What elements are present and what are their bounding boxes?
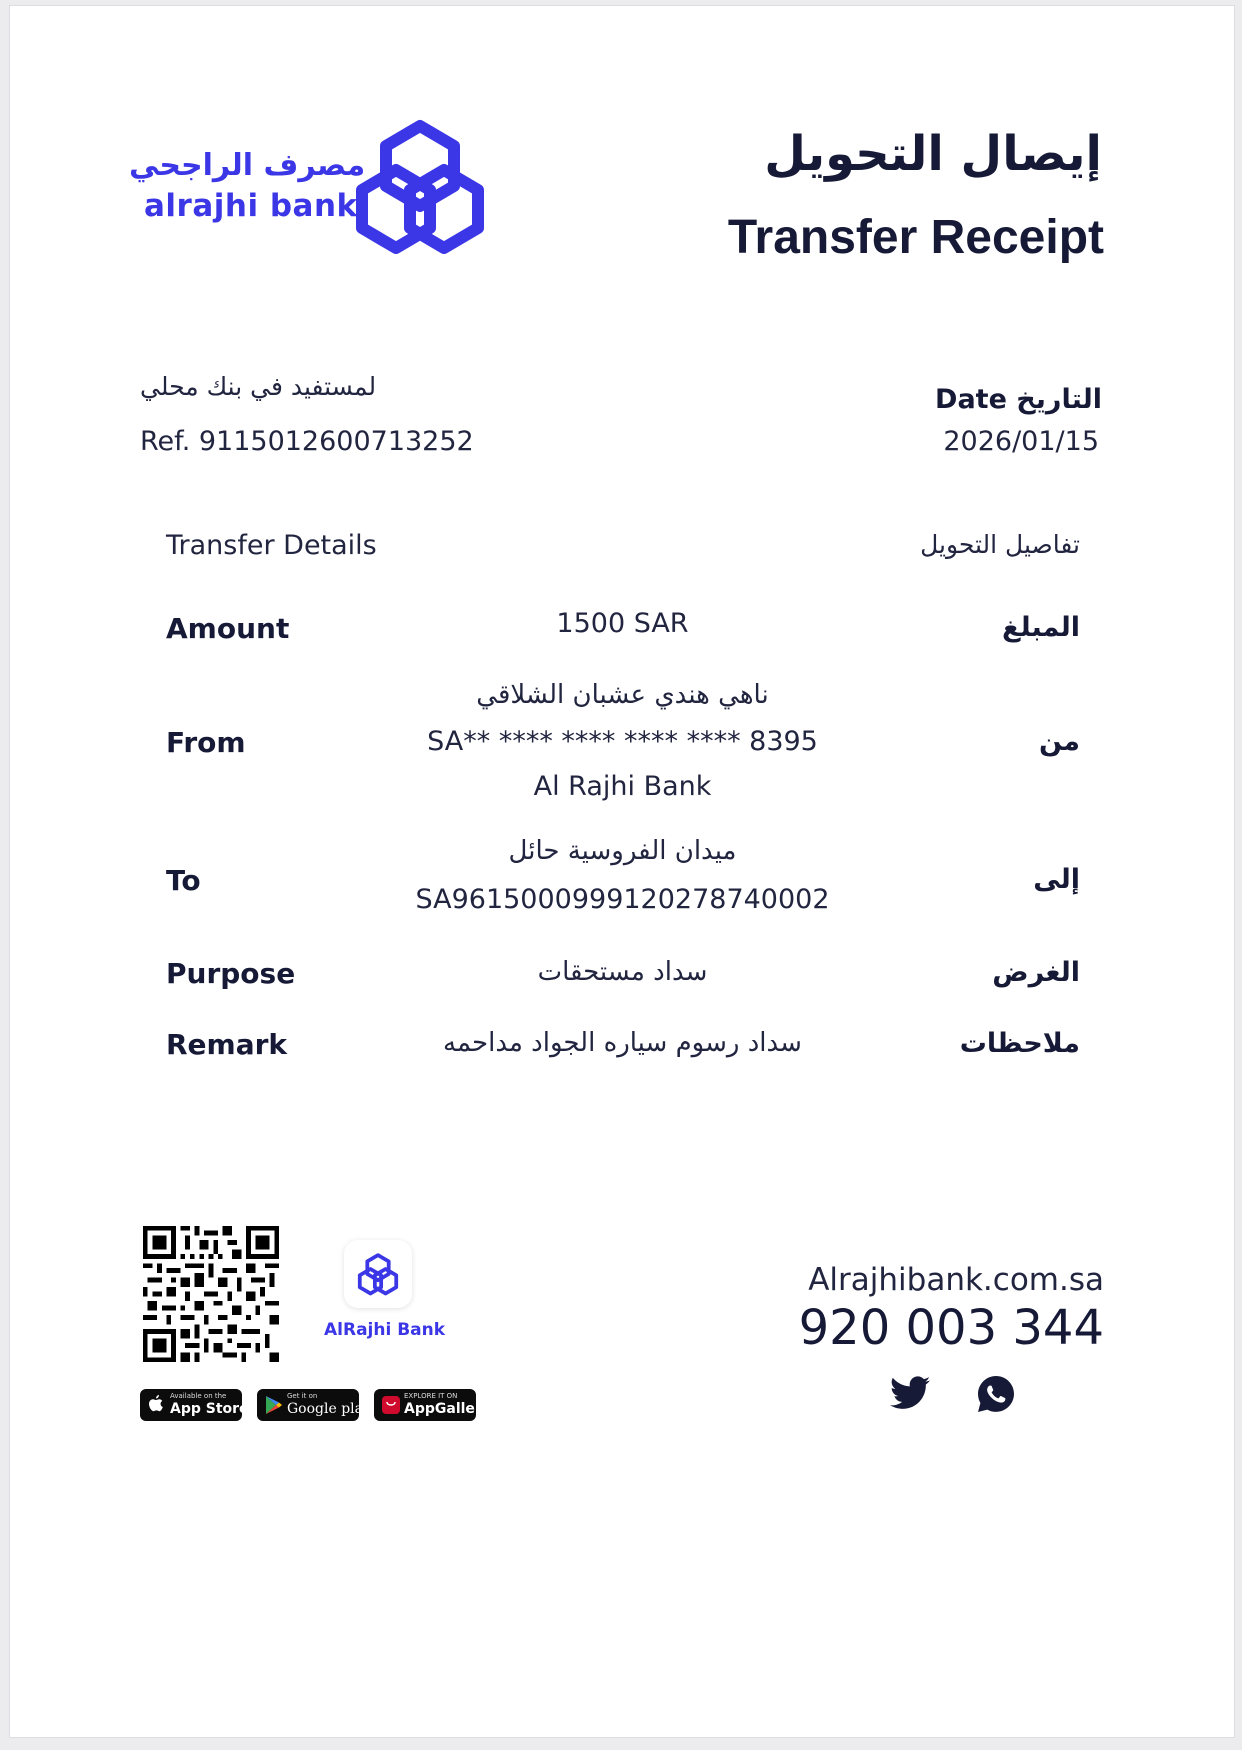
title-arabic: إيصال التحويل	[764, 126, 1102, 182]
beneficiary-type: لمستفيد في بنك محلي	[140, 372, 377, 401]
logo-text-arabic: مصرف الراجحي	[129, 148, 366, 183]
remark-label-arabic: ملاحظات	[959, 1028, 1080, 1059]
logo-text-english: alrajhi bank	[144, 188, 358, 224]
amount-label-arabic: المبلغ	[1002, 612, 1080, 643]
purpose-value: سداد مستحقات	[537, 957, 708, 987]
from-label-english: From	[166, 726, 246, 759]
amount-value: 1500 SAR	[556, 608, 689, 639]
reference-number: Ref. 9115012600713252	[140, 426, 474, 457]
purpose-label-arabic: الغرض	[992, 957, 1080, 988]
from-label-arabic: من	[1038, 726, 1080, 757]
website-link[interactable]: Alrajhibank.com.sa	[808, 1262, 1104, 1298]
alrajhi-app-icon	[356, 1252, 400, 1296]
app-store-small-text: Available on the	[170, 1392, 227, 1400]
details-heading-arabic: تفاصيل التحويل	[920, 530, 1080, 559]
app-store-badge[interactable]	[140, 1389, 249, 1421]
app-tile[interactable]	[344, 1240, 412, 1308]
app-gallery-badge[interactable]	[374, 1389, 491, 1421]
qr-code-icon	[143, 1226, 279, 1362]
google-play-icon	[265, 1395, 283, 1419]
date-label: Date التاريخ	[935, 384, 1102, 415]
app-gallery-label: AppGallery	[404, 1401, 491, 1417]
amount-label-english: Amount	[166, 612, 290, 645]
to-label-arabic: إلى	[1033, 864, 1080, 895]
date-value: 2026/01/15	[943, 426, 1099, 457]
huawei-icon	[382, 1395, 400, 1419]
title-english: Transfer Receipt	[727, 211, 1104, 264]
app-store-label: App Store	[170, 1401, 249, 1417]
purpose-label-english: Purpose	[166, 957, 296, 990]
alrajhi-logo-icon	[350, 118, 490, 254]
app-gallery-small-text: EXPLORE IT ON	[404, 1392, 458, 1400]
from-bank: Al Rajhi Bank	[533, 771, 712, 802]
twitter-icon[interactable]	[890, 1376, 930, 1414]
google-play-badge[interactable]	[257, 1389, 371, 1421]
from-name: ناهي هندي عشبان الشلاقي	[476, 680, 769, 710]
from-account: SA** **** **** **** **** 8395	[427, 726, 818, 757]
to-iban: SA9615000999120278740002	[415, 884, 830, 915]
phone-number[interactable]: 920 003 344	[798, 1300, 1104, 1356]
apple-icon	[148, 1395, 164, 1419]
remark-label-english: Remark	[166, 1028, 288, 1061]
details-heading-english: Transfer Details	[166, 530, 377, 561]
app-name: AlRajhi Bank	[324, 1320, 446, 1340]
remark-value: سداد رسوم سياره الجواد مداحمه	[443, 1028, 802, 1058]
google-play-label: Google play	[287, 1401, 371, 1417]
whatsapp-icon[interactable]	[978, 1376, 1014, 1416]
to-label-english: To	[166, 864, 201, 897]
google-play-small-text: Get it on	[287, 1392, 318, 1400]
to-name: ميدان الفروسية حائل	[508, 836, 737, 866]
